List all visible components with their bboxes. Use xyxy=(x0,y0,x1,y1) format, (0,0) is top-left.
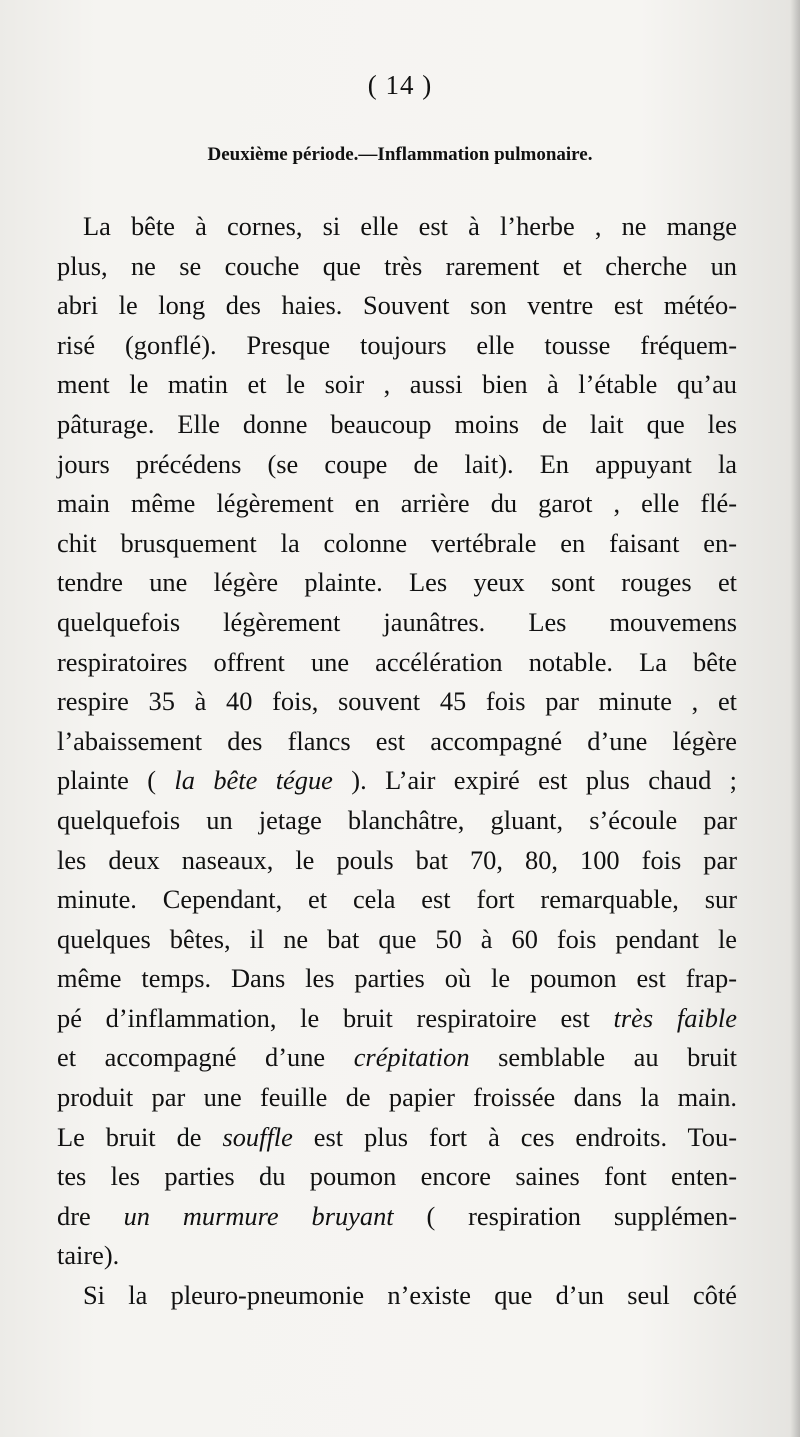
text-segment: risé (gonflé). Presque toujours elle tousse fréquem- xyxy=(57,329,737,360)
italic-phrase: crépitation xyxy=(353,1042,470,1073)
text-segment: tendre une légère plainte. Les yeux sont rouges et xyxy=(57,567,737,598)
text-line xyxy=(57,1157,737,1197)
text-segment: quelquefois légèrement jaunâtres. Les mouvemens xyxy=(57,606,737,637)
text-line xyxy=(57,643,737,683)
text-segment: quelquefois un jetage blanchâtre, gluant, s’écoule par xyxy=(57,804,737,835)
text-line xyxy=(57,1038,737,1078)
text-line xyxy=(57,722,737,762)
text-segment: quelques bêtes, il ne bat que 50 à 60 fois pendant le xyxy=(57,923,737,954)
text-line xyxy=(57,326,737,366)
text-segment: dre xyxy=(57,1200,124,1231)
text-line xyxy=(57,365,737,405)
text-line xyxy=(57,801,737,841)
italic-phrase: très faible xyxy=(613,1002,737,1033)
italic-phrase: un murmure bruyant xyxy=(123,1200,394,1231)
text-line xyxy=(57,920,737,960)
text-segment: respiratoires offrent une accélération notable. La bête xyxy=(57,646,737,677)
text-segment: même temps. Dans les parties où le poumon est frap- xyxy=(57,963,737,994)
text-line xyxy=(57,1236,737,1276)
text-line xyxy=(57,286,737,326)
text-line xyxy=(57,1118,737,1158)
text-segment: est plus fort à ces endroits. Tou- xyxy=(292,1121,737,1152)
text-line xyxy=(57,999,737,1039)
text-line xyxy=(57,405,737,445)
text-segment: pâturage. Elle donne beaucoup moins de lait que les xyxy=(57,408,737,439)
text-line xyxy=(57,880,737,920)
text-segment: jours précédens (se coupe de lait). En appuyant la xyxy=(57,448,737,479)
text-segment: abri le long des haies. Souvent son ventre est météo- xyxy=(57,290,737,321)
text-segment: chit brusquement la colonne vertébrale en faisant en- xyxy=(57,527,737,558)
body-text xyxy=(57,207,737,1316)
text-segment: ( respiration supplémen- xyxy=(393,1200,738,1231)
italic-phrase: la bête tégue xyxy=(174,765,333,796)
text-segment: plus, ne se couche que très rarement et cherche un xyxy=(57,250,737,281)
text-segment: ment le matin et le soir , aussi bien à l’étable qu’au xyxy=(57,369,737,400)
text-segment: l’abaissement des flancs est accompagné d’une légère xyxy=(57,725,737,756)
text-line xyxy=(57,682,737,722)
text-segment: La bête à cornes, si elle est à l’herbe , ne mange xyxy=(83,211,737,241)
text-line xyxy=(57,603,737,643)
text-segment: et accompagné d’une xyxy=(57,1042,354,1073)
text-segment: semblable au bruit xyxy=(469,1042,737,1073)
page-edge-shadow xyxy=(790,0,800,1437)
italic-phrase: souffle xyxy=(222,1121,293,1152)
text-segment: produit par une feuille de papier froissée dans la main. xyxy=(57,1082,737,1113)
text-segment: pé d’inflammation, le bruit respiratoire est xyxy=(57,1002,614,1033)
text-segment: les deux naseaux, le pouls bat 70, 80, 100 fois par xyxy=(57,844,737,875)
text-line xyxy=(57,1197,737,1237)
text-segment: tes les parties du poumon encore saines font enten- xyxy=(57,1161,737,1192)
text-line xyxy=(57,247,737,287)
section-heading: Deuxième période.—Inflammation pulmonaire. xyxy=(207,144,593,165)
text-line xyxy=(57,445,737,485)
text-line xyxy=(57,563,737,603)
text-line xyxy=(57,1276,737,1316)
text-line xyxy=(57,841,737,881)
text-segment: main même légèrement en arrière du garot , elle flé- xyxy=(57,488,737,519)
text-segment: plainte ( xyxy=(57,765,175,796)
text-line xyxy=(57,959,737,999)
text-segment: respire 35 à 40 fois, souvent 45 fois par minute , et xyxy=(57,686,737,717)
text-segment: minute. Cependant, et cela est fort remarquable, sur xyxy=(57,884,737,915)
text-segment: ). L’air expiré est plus chaud ; xyxy=(332,765,738,796)
text-line xyxy=(57,524,737,564)
text-segment: taire). xyxy=(57,1240,120,1271)
text-line xyxy=(57,1078,737,1118)
text-line xyxy=(57,207,737,247)
page-number: ( 14 ) xyxy=(367,70,433,100)
text-segment: Si la pleuro-pneumonie n’existe que d’un seul côté xyxy=(83,1280,737,1311)
text-line xyxy=(57,484,737,524)
text-segment: Le bruit de xyxy=(57,1121,223,1152)
text-line xyxy=(57,761,737,801)
